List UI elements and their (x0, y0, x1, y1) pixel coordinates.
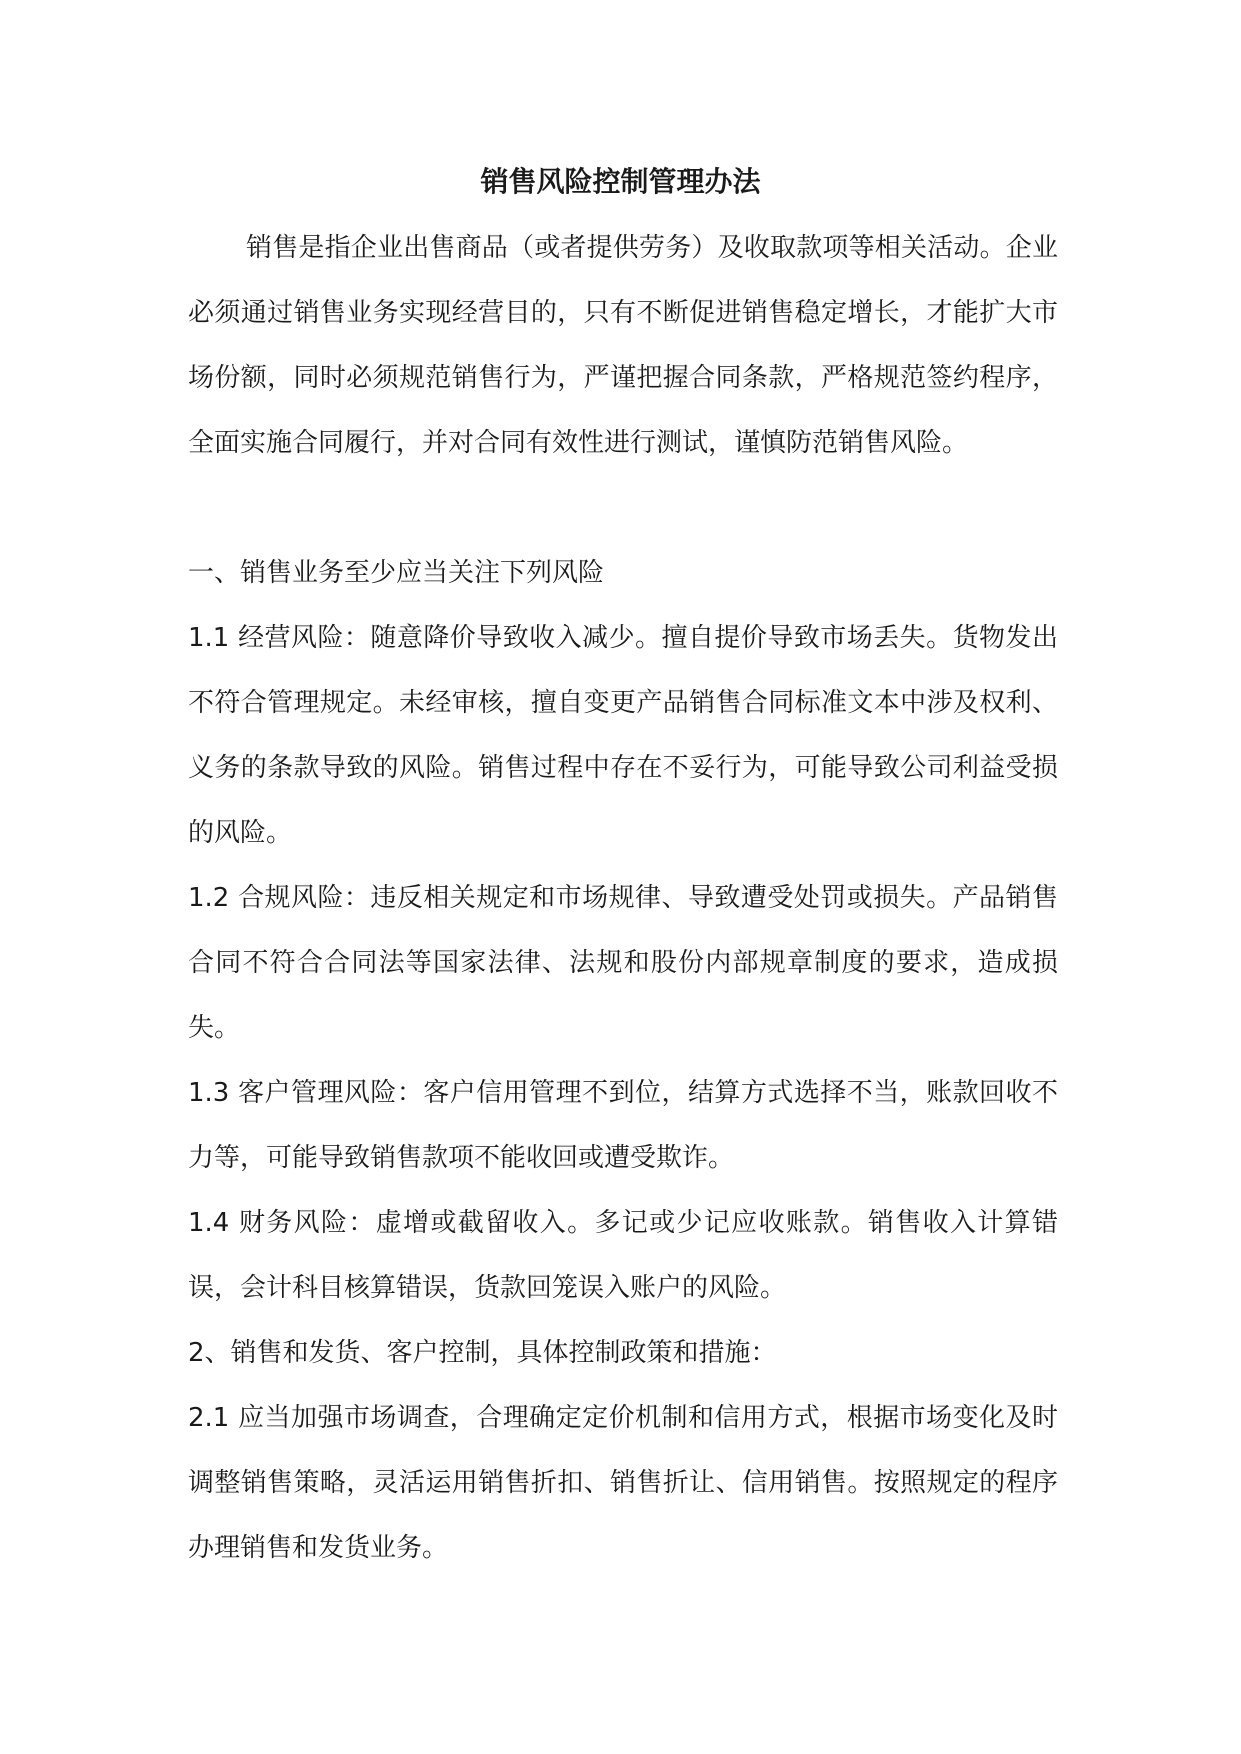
section-2-heading: 2、销售和发货、客户控制，具体控制政策和措施： (188, 1338, 777, 1368)
item-1-4-paragraph: 1.4 财务风险：虚增或截留收入。多记或少记应收账款。销售收入计算错误，会计科目核算错误，货款回笼误入账户的风险。 (188, 1208, 1058, 1303)
intro-paragraph: 销售是指企业出售商品（或者提供劳务）及收取款项等相关活动。企业必须通过销售业务实现经营目的，只有不断促进销售稳定增长，才能扩大市场份额，同时必须规范销售行为，严谨把握合同条款，严格规范签约程序，全面实施合同履行，并对合同有效性进行测试，谨慎防范销售风险。 (188, 233, 1058, 458)
section-1-heading: 一、销售业务至少应当关注下列风险 (188, 558, 605, 588)
item-1-3-paragraph: 1.3 客户管理风险：客户信用管理不到位，结算方式选择不当，账款回收不力等，可能导致销售款项不能收回或遭受欺诈。 (188, 1078, 1058, 1173)
item-1-1-paragraph: 1.1 经营风险：随意降价导致收入减少。擅自提价导致市场丢失。货物发出不符合管理规定。未经审核，擅自变更产品销售合同标准文本中涉及权利、义务的条款导致的风险。销售过程中存在不妥行为，可能导致公司利益受损的风险。 (188, 623, 1058, 848)
item-2-1-paragraph: 2.1 应当加强市场调查，合理确定定价机制和信用方式，根据市场变化及时调整销售策略，灵活运用销售折扣、销售折让、信用销售。按照规定的程序办理销售和发货业务。 (188, 1403, 1058, 1563)
item-1-2-paragraph: 1.2 合规风险：违反相关规定和市场规律、导致遭受处罚或损失。产品销售合同不符合合同法等国家法律、法规和股份内部规章制度的要求，造成损失。 (188, 883, 1058, 1043)
document-title: 销售风险控制管理办法 (480, 165, 761, 198)
